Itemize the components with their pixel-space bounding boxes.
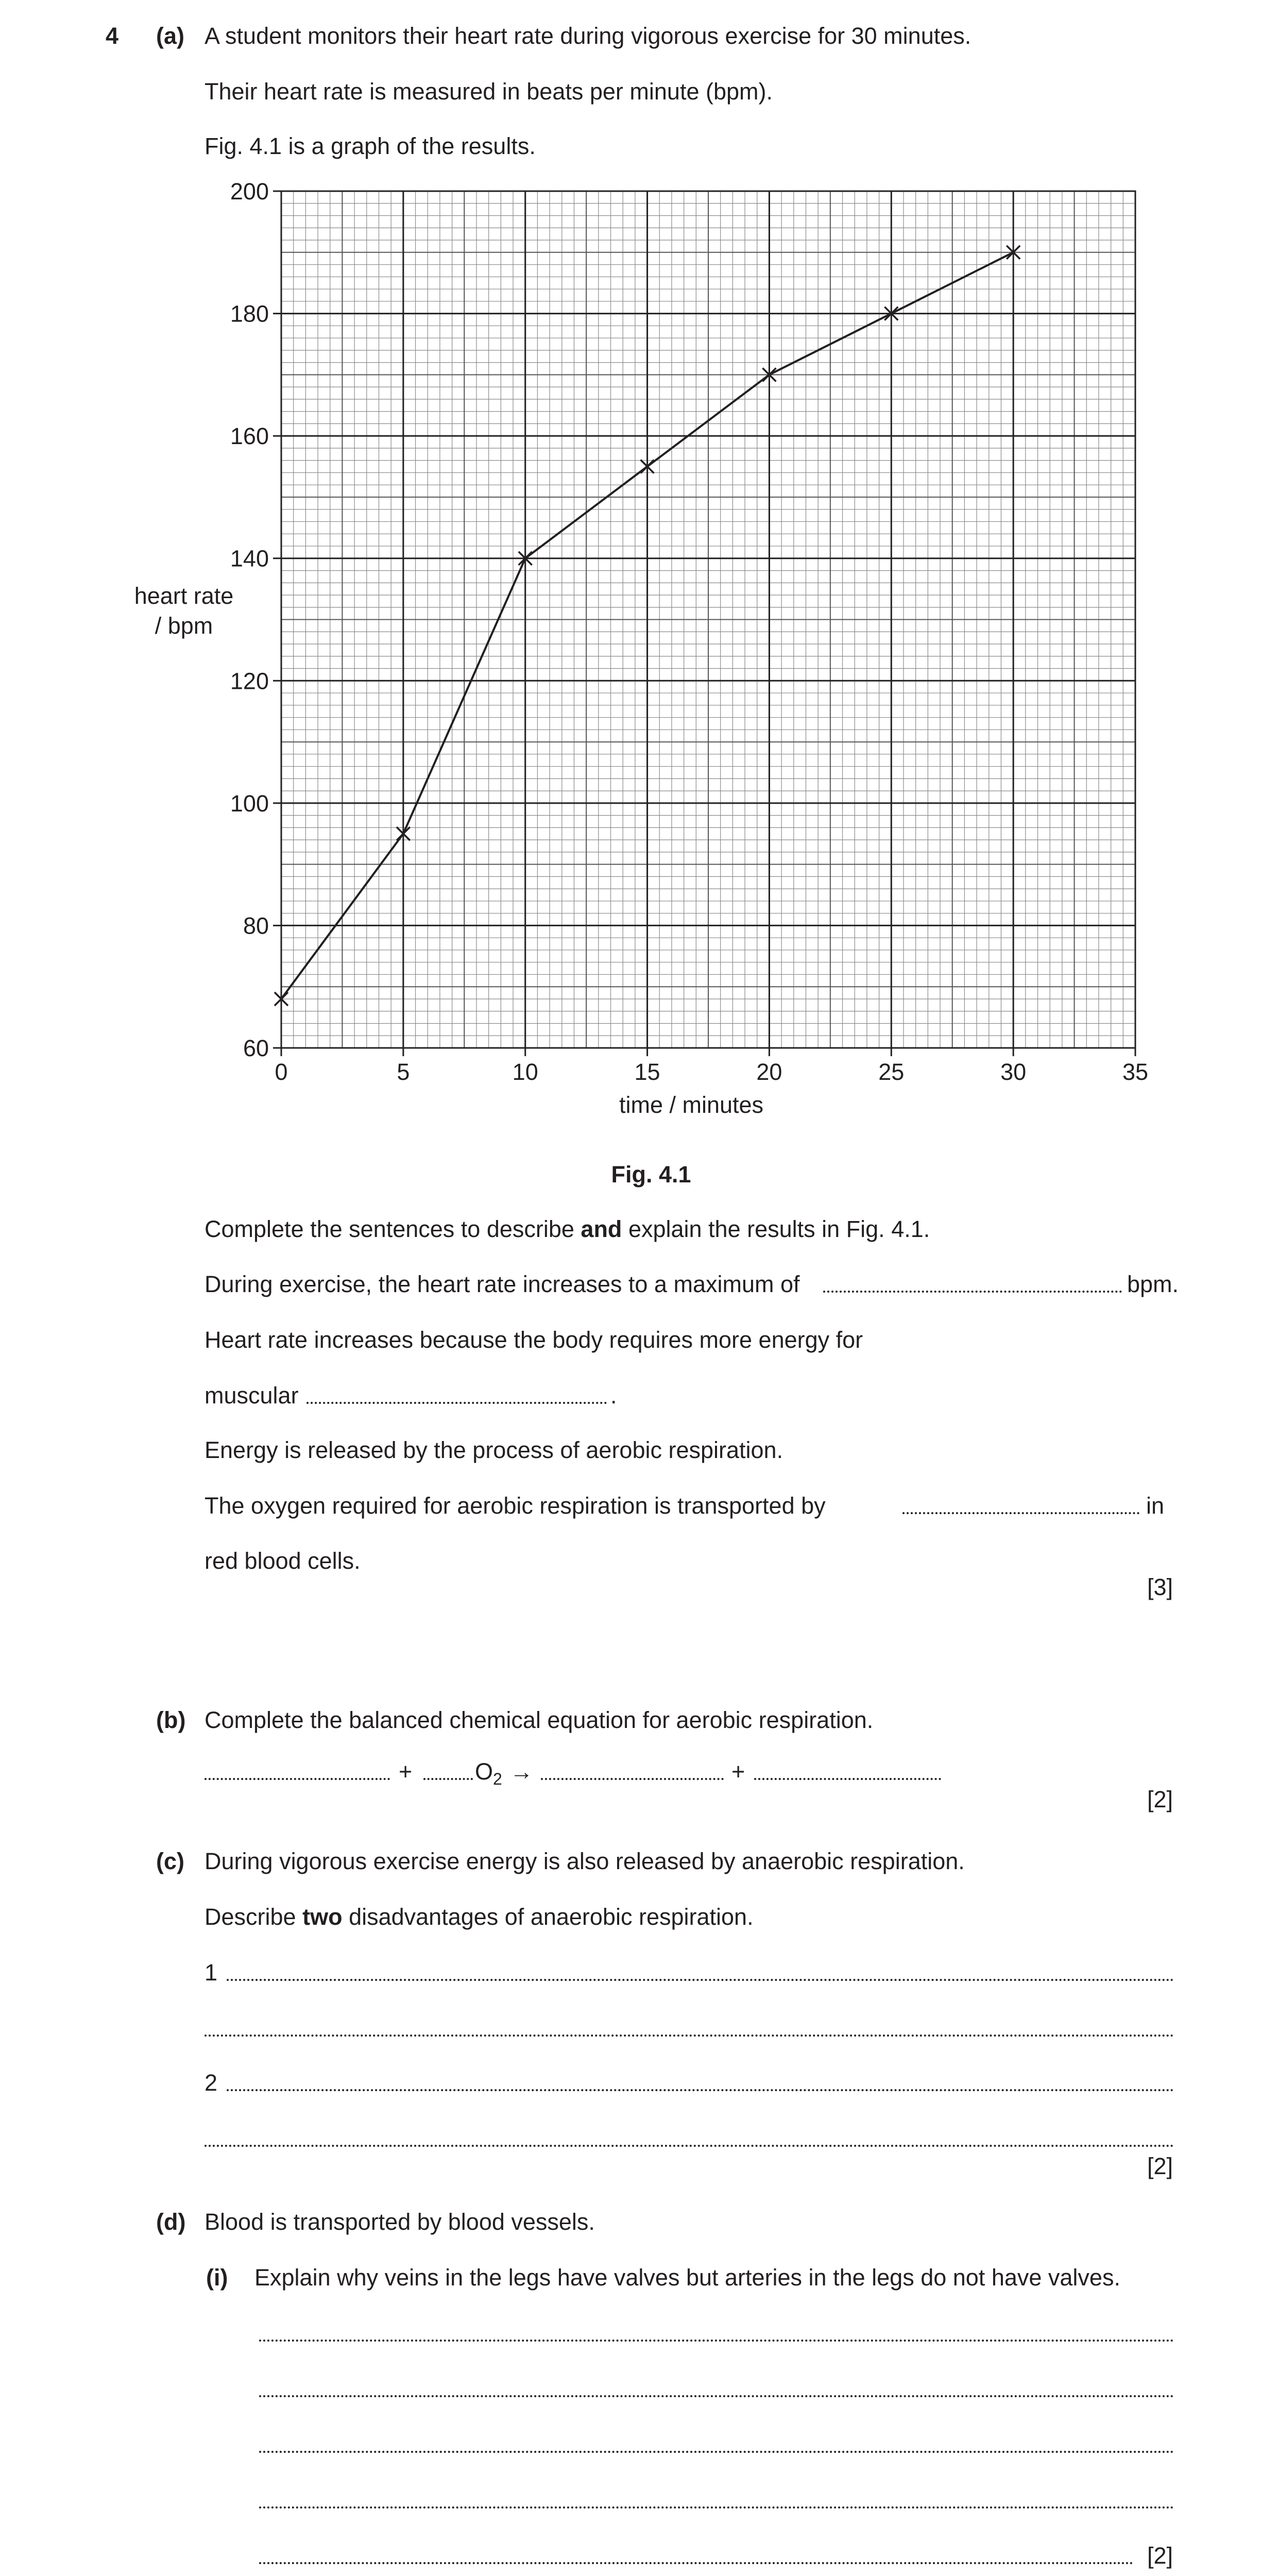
answer-line-max-heart-rate[interactable] — [823, 1291, 1122, 1293]
part-c-answer-line-1a[interactable] — [227, 1979, 1174, 1981]
answer-line-muscular[interactable] — [306, 1402, 607, 1404]
sentence-red-blood-cells: red blood cells. — [205, 1548, 361, 1574]
sentence-oxygen-in: in — [1146, 1493, 1165, 1519]
part-d-i-answer-line-5[interactable] — [259, 2562, 1133, 2564]
unit-bpm: bpm. — [1127, 1271, 1179, 1297]
part-c-number-1: 1 — [205, 1959, 218, 1986]
part-c-marks: [2] — [1147, 2153, 1173, 2179]
x-tick-label: 25 — [878, 1059, 905, 1085]
y-tick-label: 200 — [230, 178, 269, 205]
x-tick-label: 35 — [1122, 1059, 1149, 1085]
part-c-text-2: Describe two disadvantages of anaerobic respiration. — [205, 1904, 754, 1930]
y-tick-label: 80 — [243, 912, 269, 939]
equation-oxygen: $O_2$ — [475, 1758, 502, 1788]
part-a-task: Complete the sentences to describe and explain the results in Fig. 4.1. — [205, 1216, 930, 1242]
axis-ticks — [273, 191, 1135, 1056]
equation-plus-2: + — [731, 1758, 745, 1785]
y-axis-label-line1: heart rate — [134, 583, 234, 609]
sentence-muscular: muscular — [205, 1382, 299, 1409]
sentence-oxygen: The oxygen required for aerobic respiration is transported by — [205, 1493, 826, 1519]
sentence-aerobic: Energy is released by the process of aerobic respiration. — [205, 1437, 783, 1463]
x-tick-label: 10 — [512, 1059, 538, 1085]
part-a-fig-ref: Fig. 4.1 is a graph of the results. — [205, 133, 536, 159]
x-tick-label: 20 — [756, 1059, 782, 1085]
part-c-answer-line-1b[interactable] — [205, 2035, 1174, 2037]
part-b-text: Complete the balanced chemical equation for aerobic respiration. — [205, 1707, 874, 1733]
part-d-i-label: (i) — [206, 2264, 228, 2291]
part-c-answer-line-2a[interactable] — [227, 2089, 1174, 2091]
y-tick-labels — [230, 178, 269, 1061]
x-tick-labels — [275, 1059, 1148, 1085]
x-tick-label: 15 — [634, 1059, 660, 1085]
part-a-marks: [3] — [1147, 1574, 1173, 1600]
equation-blank-1[interactable] — [205, 1778, 390, 1780]
sentence-energy: Heart rate increases because the body requires more energy for — [205, 1327, 863, 1353]
part-a-label: (a) — [156, 23, 184, 49]
sentence-muscular-end: . — [610, 1382, 617, 1409]
y-tick-label: 60 — [243, 1035, 269, 1061]
heart-rate-graph — [0, 0, 1278, 1195]
part-d-i-answer-line-2[interactable] — [259, 2395, 1174, 2397]
equation-blank-3[interactable] — [754, 1778, 941, 1780]
part-c-number-2: 2 — [205, 2070, 218, 2096]
part-d-i-marks: [2] — [1147, 2543, 1173, 2569]
y-tick-label: 100 — [230, 790, 269, 817]
part-a-intro: A student monitors their heart rate during vigorous exercise for 30 minutes. — [205, 23, 972, 49]
answer-line-oxygen-carrier[interactable] — [902, 1512, 1139, 1514]
x-tick-label: 30 — [1000, 1059, 1027, 1085]
equation-arrow: → — [510, 1758, 533, 1785]
part-d-i-text: Explain why veins in the legs have valves but arteries in the legs do not have valves. — [254, 2264, 1120, 2291]
part-d-label: (d) — [156, 2209, 186, 2235]
y-tick-label: 180 — [230, 300, 269, 327]
part-d-text: Blood is transported by blood vessels. — [205, 2209, 595, 2235]
question-number: 4 — [106, 23, 119, 49]
sentence-max-heart-rate: During exercise, the heart rate increases to a maximum of — [205, 1271, 800, 1297]
part-c-answer-line-2b[interactable] — [205, 2145, 1174, 2147]
part-c-label: (c) — [156, 1848, 184, 1874]
y-tick-label: 140 — [230, 545, 269, 572]
equation-blank-o2-coefficient[interactable] — [423, 1778, 473, 1780]
y-axis-label-line2: / bpm — [155, 613, 213, 639]
x-axis-label: time / minutes — [619, 1092, 764, 1118]
part-a-measure: Their heart rate is measured in beats per minute (bpm). — [205, 78, 773, 105]
x-tick-label: 0 — [275, 1059, 288, 1085]
y-tick-label: 120 — [230, 668, 269, 694]
part-d-i-answer-line-3[interactable] — [259, 2451, 1174, 2453]
figure-caption: Fig. 4.1 — [611, 1161, 691, 1188]
part-c-text-1: During vigorous exercise energy is also released by anaerobic respiration. — [205, 1848, 965, 1874]
y-tick-label: 160 — [230, 423, 269, 450]
part-d-i-answer-line-4[interactable] — [259, 2506, 1174, 2509]
equation-plus-1: + — [399, 1758, 413, 1785]
mid-grid — [281, 191, 1135, 1048]
part-b-label: (b) — [156, 1707, 186, 1733]
part-d-i-answer-line-1[interactable] — [259, 2340, 1174, 2342]
equation-blank-2[interactable] — [541, 1778, 724, 1780]
part-b-marks: [2] — [1147, 1786, 1173, 1812]
x-tick-label: 5 — [397, 1059, 410, 1085]
